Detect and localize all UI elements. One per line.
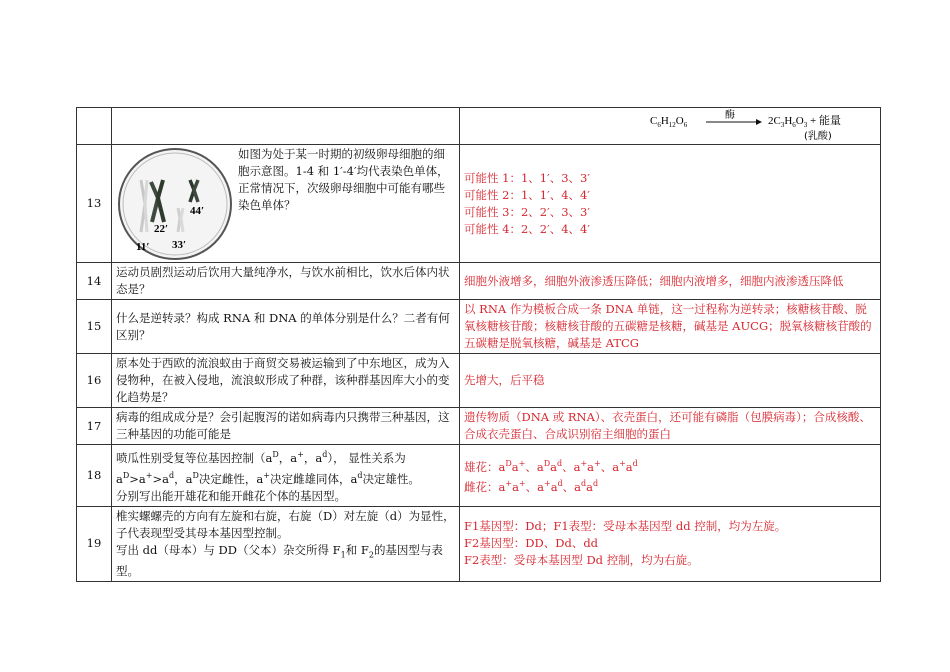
equation-enzyme: 酶	[725, 110, 735, 121]
question-cell: 原本处于西欧的流浪蚁由于商贸交易被运输到了中东地区，成为入侵物种，在被入侵地，流浪蚁形成了种群，该种群基因库大小的变化趋势是？	[112, 354, 460, 408]
question-cell: 运动员剧烈运动后饮用大量纯净水，与饮水前相比，饮水后体内状态是？	[112, 263, 460, 300]
answer-line: 可能性 3：2、2′、3、3′	[464, 204, 590, 219]
row-number	[77, 108, 112, 145]
question-cell	[112, 506, 460, 581]
answer-cell	[460, 445, 881, 507]
chromosome-label-4: 44′	[190, 205, 205, 217]
chromosome-label-2: 22′	[154, 223, 169, 235]
row-number: 13	[77, 145, 112, 263]
table-row	[77, 408, 881, 445]
row-number: 14	[77, 263, 112, 300]
equation-reactant: $C_6H_{12}O_6$	[650, 115, 688, 129]
answer-line: F2基因型：DD、Dd、dd	[464, 536, 599, 551]
answer-line: 可能性 4：2、2′、4、4′	[464, 221, 590, 236]
row-number: 18	[77, 445, 112, 507]
table-row	[77, 300, 881, 354]
answer-line-female: 雌花：a+a+、$a^+a^d$、$a^da^d$	[464, 479, 599, 495]
table-row	[77, 354, 881, 408]
row-number: 16	[77, 354, 112, 408]
answer-line: 可能性 1：1、1′、3、3′	[464, 170, 590, 185]
answer-cell: 先增大，后平稳	[460, 354, 881, 408]
table-row	[77, 506, 881, 581]
answer-cell: 遗传物质（DNA 或 RNA）、衣壳蛋白，还可能有磷脂（包膜病毒）；合成核酸、合成衣壳蛋白、合成识别宿主细胞的蛋白	[460, 408, 881, 445]
row-number: 15	[77, 300, 112, 354]
answer-line: 可能性 2：1、1′、4、4′	[464, 187, 590, 202]
answer-cell	[460, 506, 881, 581]
table-row	[77, 445, 881, 507]
equation-under-label: (乳酸)	[804, 131, 832, 142]
answer-cell	[460, 145, 881, 263]
answer-cell: 细胞外液增多，细胞外液渗透压降低；细胞内液增多，细胞内液渗透压降低	[460, 263, 881, 300]
chromosome-label-1: 11′	[136, 241, 150, 253]
question-cell	[112, 108, 460, 145]
table-row	[77, 263, 881, 300]
answer-line-male: 雄花：$a^Da^+$、$a^Da^d$、a+a+、$a^+a^d$	[464, 458, 638, 474]
equation-product: $2C_3H_6O_3$ + 能量	[768, 115, 841, 129]
question-cell: 病毒的组成成分是？会引起腹泻的诺如病毒内只携带三种基因，这三种基因的功能可能是	[112, 408, 460, 445]
row-number: 19	[77, 506, 112, 581]
table-row	[77, 108, 881, 145]
arrow-head-icon	[756, 119, 762, 125]
question-text: 如图为处于某一时期的初级卵母细胞的细胞示意图。1-4 和 1′-4′均代表染色单体，正常情况下，次级卵母细胞中可能有哪些染色单体？	[238, 147, 449, 212]
oocyte-cell-diagram	[116, 146, 234, 262]
question-cell: 什么是逆转录？构成 RNA 和 DNA 的单体分别是什么？二者有何区别？	[112, 300, 460, 354]
question-cell	[112, 145, 460, 263]
answer-cell: 以 RNA 作为模板合成一条 DNA 单链，这一过程称为逆转录；核糖核苷酸、脱氧核糖核苷酸；核糖核苷酸的五碳糖是核糖，碱基是 AUCG；脱氧核糖核苷酸的五碳糖是脱氧核糖，碱基是 ATCG	[460, 300, 881, 354]
question-cell	[112, 445, 460, 507]
lactic-fermentation-equation	[644, 109, 864, 143]
question-text: 椎实螺螺壳的方向有左旋和右旋，右旋（D）对左旋（d）为显性，子代表现型受其母本基因型控制。 写出 dd（母本）与 DD（父本）杂交所得 $F_1$和 $F_2$的基因型与表型。	[116, 508, 455, 578]
answer-line: F2表型：受母本基因型 Dd 控制，均为右旋。	[464, 553, 699, 568]
row-number: 17	[77, 408, 112, 445]
qa-table	[76, 107, 881, 582]
question-text: 喷瓜性别受复等位基因控制（$a^D$，a+，$a^d$）， 显性关系为 $a^D>a^+>a^d$，$a^D$决定雌性，a+决定雌雄同体，$a^d$决定雄性。 分别写出能开雄花和能开雌花个体的基因型。	[116, 450, 420, 503]
table-row	[77, 145, 881, 263]
equation-cell	[460, 108, 881, 145]
answer-line: F1基因型：Dd；F1表型：受母本基因型 dd 控制，均为左旋。	[464, 519, 787, 534]
chromosome-label-3: 33′	[172, 239, 187, 251]
